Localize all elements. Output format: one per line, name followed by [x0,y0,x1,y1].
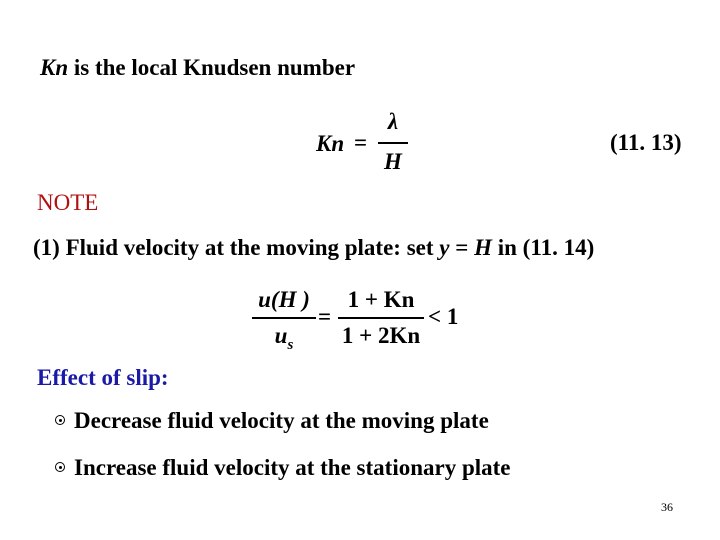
eq2-lhs-denominator [252,324,316,353]
eq1-label: (11. 13) [610,130,682,155]
eq1-lhs: Kn [316,131,345,156]
page-number: 36 [661,500,673,514]
eq1-denominator: H [384,149,402,174]
eq1-fraction [378,108,408,176]
eq2-lhs-fraction [252,286,316,353]
slip-heading: Effect of slip: [37,365,169,390]
eq2-lhs-den-sub: s [287,337,294,353]
intro-line [40,56,355,79]
note-item-1 [33,236,594,259]
eq2-rhs-fraction [338,286,424,350]
eq2-rhs-bar [338,317,424,319]
eq2-inequality: < 1 [428,304,459,329]
note-item-1-y: y [439,235,450,260]
eq2-lhs-bar [252,317,316,319]
eq2-lhs-den-u: u [274,323,288,348]
note-item-1-prefix: (1) Fluid velocity at the moving plate: set [33,235,440,260]
note-item-1-suffix: in (11. 14) [492,235,595,260]
slip-bullet-2-text: Increase fluid velocity at the stationary plate [74,455,511,480]
bullet-icon [55,415,65,425]
eq1-fraction-bar [378,142,408,144]
slip-bullet-2 [55,456,511,479]
knudsen-symbol: Kn [40,55,69,80]
intro-text: is the local Knudsen number [68,55,356,80]
note-heading: NOTE [37,190,99,215]
note-item-1-H: H [474,235,492,260]
eq2-rhs-denominator: 1 + 2Kn [341,323,421,348]
eq1-numerator: λ [387,109,399,134]
eq2-equals: = [318,304,332,329]
eq1-equals: = [354,130,368,155]
bullet-icon [55,462,65,472]
slip-bullet-1-text: Decrease fluid velocity at the moving plate [74,408,489,433]
note-item-1-eq: = [449,235,475,260]
eq2-rhs-numerator: 1 + Kn [347,287,415,312]
eq2-lhs-numerator: u(H ) [258,287,310,312]
slip-bullet-1 [55,409,489,432]
